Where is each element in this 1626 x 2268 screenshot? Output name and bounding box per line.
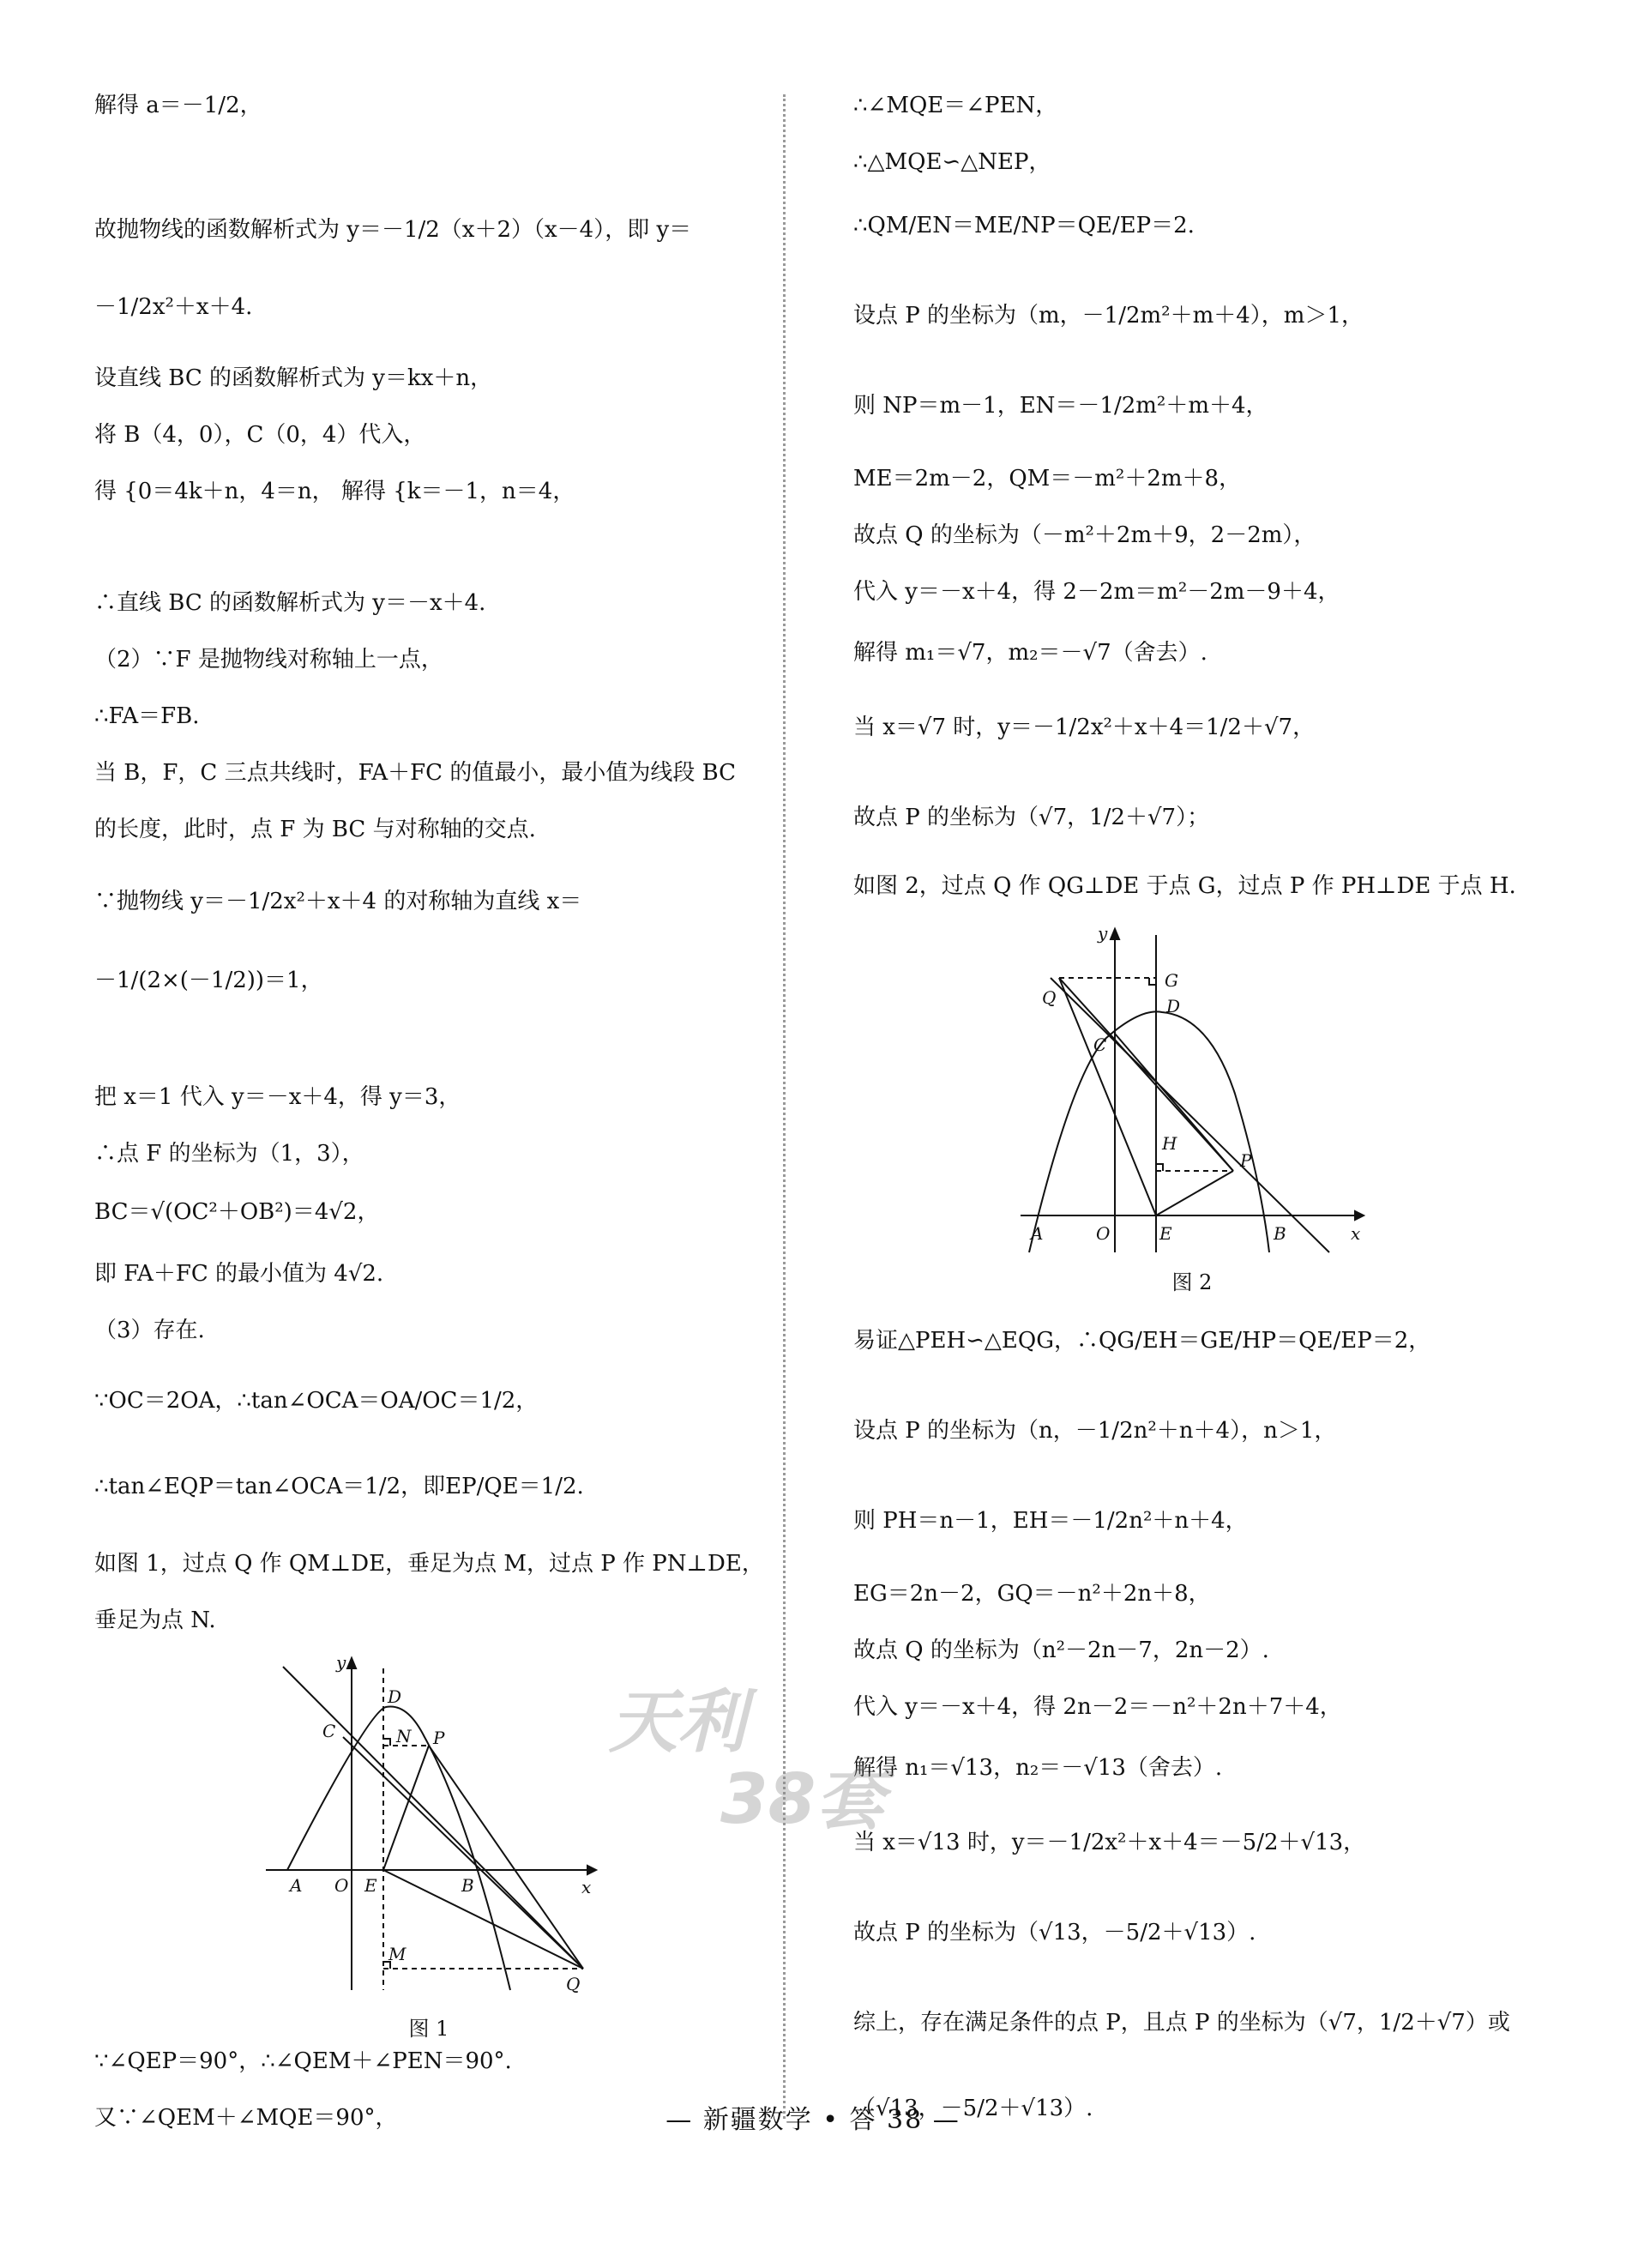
solution-line: 设直线 BC 的函数解析式为 y＝kx＋n，	[94, 365, 493, 391]
solution-line: 得 {0＝4k＋n，4＝n， 解得 {k＝－1，n＝4，	[94, 479, 575, 504]
y-axis-arrow	[347, 1658, 356, 1668]
solution-line: ∴直线 BC 的函数解析式为 y＝－x＋4.	[94, 590, 486, 616]
solution-line: ME＝2m－2，QM＝－m²＋2m＋8，	[853, 466, 1242, 492]
label-e: E	[364, 1875, 377, 1896]
label-q: Q	[566, 1974, 581, 1994]
figure-2	[1012, 922, 1372, 1294]
label-a: A	[290, 1875, 303, 1896]
solution-line: 故点 P 的坐标为（√13，－5/2＋√13）.	[853, 1920, 1256, 1945]
solution-line: （√13，－5/2＋√13）.	[853, 2096, 1093, 2121]
line-cq	[283, 1667, 583, 1969]
solution-line: 如图 2，过点 Q 作 QG⊥DE 于点 G，过点 P 作 PH⊥DE 于点 H.	[853, 873, 1516, 899]
figure-1	[257, 1651, 600, 2041]
solution-line: 当 B，F，C 三点共线时，FA＋FC 的值最小，最小值为线段 BC	[94, 760, 737, 786]
solution-line: 解得 n₁＝√13，n₂＝－√13（舍去）.	[853, 1755, 1223, 1781]
line-ep	[383, 1746, 429, 1870]
page-footer: — 新疆数学 • 答 38 —	[665, 2105, 961, 2135]
label-x: x	[581, 1877, 592, 1897]
solution-line: 设点 P 的坐标为（n，－1/2n²＋n＋4），n＞1，	[853, 1418, 1337, 1444]
figure-2-diagram	[1012, 922, 1372, 1265]
solution-line: ∴QM/EN＝ME/NP＝QE/EP＝2.	[853, 213, 1195, 238]
solution-line: 代入 y＝－x＋4，得 2n－2＝－n²＋2n＋7＋4，	[853, 1694, 1342, 1720]
solution-line: －1/2x²＋x＋4.	[94, 294, 253, 320]
label-c: C	[1093, 1034, 1107, 1055]
solution-line: 解得 a＝－1/2，	[94, 93, 262, 118]
label-a: A	[1031, 1223, 1044, 1244]
line-qb	[1051, 978, 1329, 1252]
label-c: C	[322, 1721, 336, 1741]
right-angle-n	[383, 1739, 390, 1746]
solution-line: 代入 y＝－x＋4，得 2－2m＝m²－2m－9＋4，	[853, 579, 1340, 605]
label-g: G	[1165, 970, 1178, 991]
solution-line: 故点 Q 的坐标为（－m²＋2m＋9，2－2m），	[853, 522, 1316, 548]
solution-line: ∴点 F 的坐标为（1，3），	[94, 1141, 364, 1167]
label-b: B	[1274, 1223, 1286, 1244]
line-eq	[383, 1870, 583, 1969]
solution-line: （3）存在.	[94, 1318, 205, 1343]
label-o: O	[334, 1875, 349, 1896]
label-d: D	[1166, 996, 1181, 1016]
figure-2-caption: 图 2	[1171, 1270, 1213, 1294]
label-b: B	[461, 1875, 474, 1896]
solution-line: EG＝2n－2，GQ＝－n²＋2n＋8，	[853, 1581, 1211, 1607]
right-angle-g	[1149, 978, 1156, 985]
figure-1-diagram	[257, 1651, 600, 2012]
line-pq	[429, 1746, 583, 1969]
solution-line: ∴FA＝FB.	[94, 703, 200, 729]
solution-line: 当 x＝√7 时，y＝－1/2x²＋x＋4＝1/2＋√7，	[853, 715, 1316, 740]
solution-line: 故抛物线的函数解析式为 y＝－1/2（x＋2）（x－4），即 y＝	[94, 217, 692, 243]
label-y: y	[336, 1652, 346, 1673]
solution-line: 即 FA＋FC 的最小值为 4√2.	[94, 1261, 384, 1287]
solution-line: BC＝√(OC²＋OB²)＝4√2，	[94, 1199, 380, 1225]
watermark-text-2: 38套	[720, 1759, 885, 1839]
x-axis-arrow	[1355, 1211, 1364, 1220]
label-d: D	[388, 1686, 402, 1707]
label-n: N	[396, 1726, 412, 1746]
solution-line: 把 x＝1 代入 y＝－x＋4，得 y＝3，	[94, 1084, 461, 1110]
x-axis-arrow	[587, 1866, 596, 1874]
solution-line: ∴∠MQE＝∠PEN，	[853, 93, 1058, 118]
right-angle-h	[1156, 1164, 1163, 1171]
watermark-text-1: 天利	[609, 1682, 746, 1762]
solution-line: ∵OC＝2OA，∴tan∠OCA＝OA/OC＝1/2，	[94, 1388, 539, 1414]
label-q: Q	[1042, 987, 1057, 1008]
label-y: y	[1098, 923, 1108, 944]
solution-line: 易证△PEH∽△EQG，∴QG/EH＝GE/HP＝QE/EP＝2，	[853, 1328, 1431, 1354]
line-c-q	[343, 1737, 583, 1969]
solution-line: 将 B（4，0），C（0，4）代入，	[94, 422, 426, 448]
label-x: x	[1351, 1223, 1361, 1244]
solution-line: 解得 m₁＝√7，m₂＝－√7（舍去）.	[853, 640, 1207, 666]
solution-line: 又∵∠QEM＋∠MQE＝90°，	[94, 2105, 398, 2131]
label-m: M	[388, 1944, 406, 1964]
solution-line: ∵∠QEP＝90°，∴∠QEM＋∠PEN＝90°.	[94, 2048, 512, 2074]
solution-line: ∴tan∠EQP＝tan∠OCA＝1/2，即EP/QE＝1/2.	[94, 1474, 584, 1499]
label-o: O	[1096, 1223, 1111, 1244]
line-qp	[1059, 978, 1233, 1171]
solution-line: ∵抛物线 y＝－1/2x²＋x＋4 的对称轴为直线 x＝	[94, 889, 582, 914]
solution-line: 的长度，此时，点 F 为 BC 与对称轴的交点.	[94, 817, 536, 842]
label-p: P	[1240, 1150, 1252, 1171]
label-h: H	[1162, 1133, 1177, 1154]
y-axis-arrow	[1111, 929, 1119, 939]
label-p: P	[433, 1728, 445, 1748]
solution-line: 垂足为点 N.	[94, 1608, 216, 1633]
solution-line: 如图 1，过点 Q 作 QM⊥DE，垂足为点 M，过点 P 作 PN⊥DE，	[94, 1551, 764, 1577]
solution-line: ∴△MQE∽△NEP，	[853, 149, 1051, 175]
solution-line: 故点 P 的坐标为（√7，1/2＋√7）；	[853, 805, 1210, 830]
solution-line: －1/(2×(－1/2))＝1，	[94, 968, 323, 993]
watermark-logo	[592, 1660, 1021, 1857]
solution-line: 故点 Q 的坐标为（n²－2n－7，2n－2）.	[853, 1638, 1269, 1663]
label-e: E	[1159, 1223, 1172, 1244]
line-ep	[1156, 1171, 1233, 1215]
solution-line: 综上，存在满足条件的点 P，且点 P 的坐标为（√7，1/2＋√7）或	[853, 2010, 1510, 2036]
solution-line: 则 NP＝m－1，EN＝－1/2m²＋m＋4，	[853, 393, 1268, 419]
solution-line: 则 PH＝n－1，EH＝－1/2n²＋n＋4，	[853, 1508, 1248, 1534]
figure-1-caption: 图 1	[408, 2017, 449, 2041]
solution-line: （2）∵F 是抛物线对称轴上一点，	[94, 647, 443, 673]
solution-line: 当 x＝√13 时，y＝－1/2x²＋x＋4＝－5/2＋√13，	[853, 1830, 1366, 1855]
solution-line: 设点 P 的坐标为（m，－1/2m²＋m＋4），m＞1，	[853, 303, 1364, 329]
